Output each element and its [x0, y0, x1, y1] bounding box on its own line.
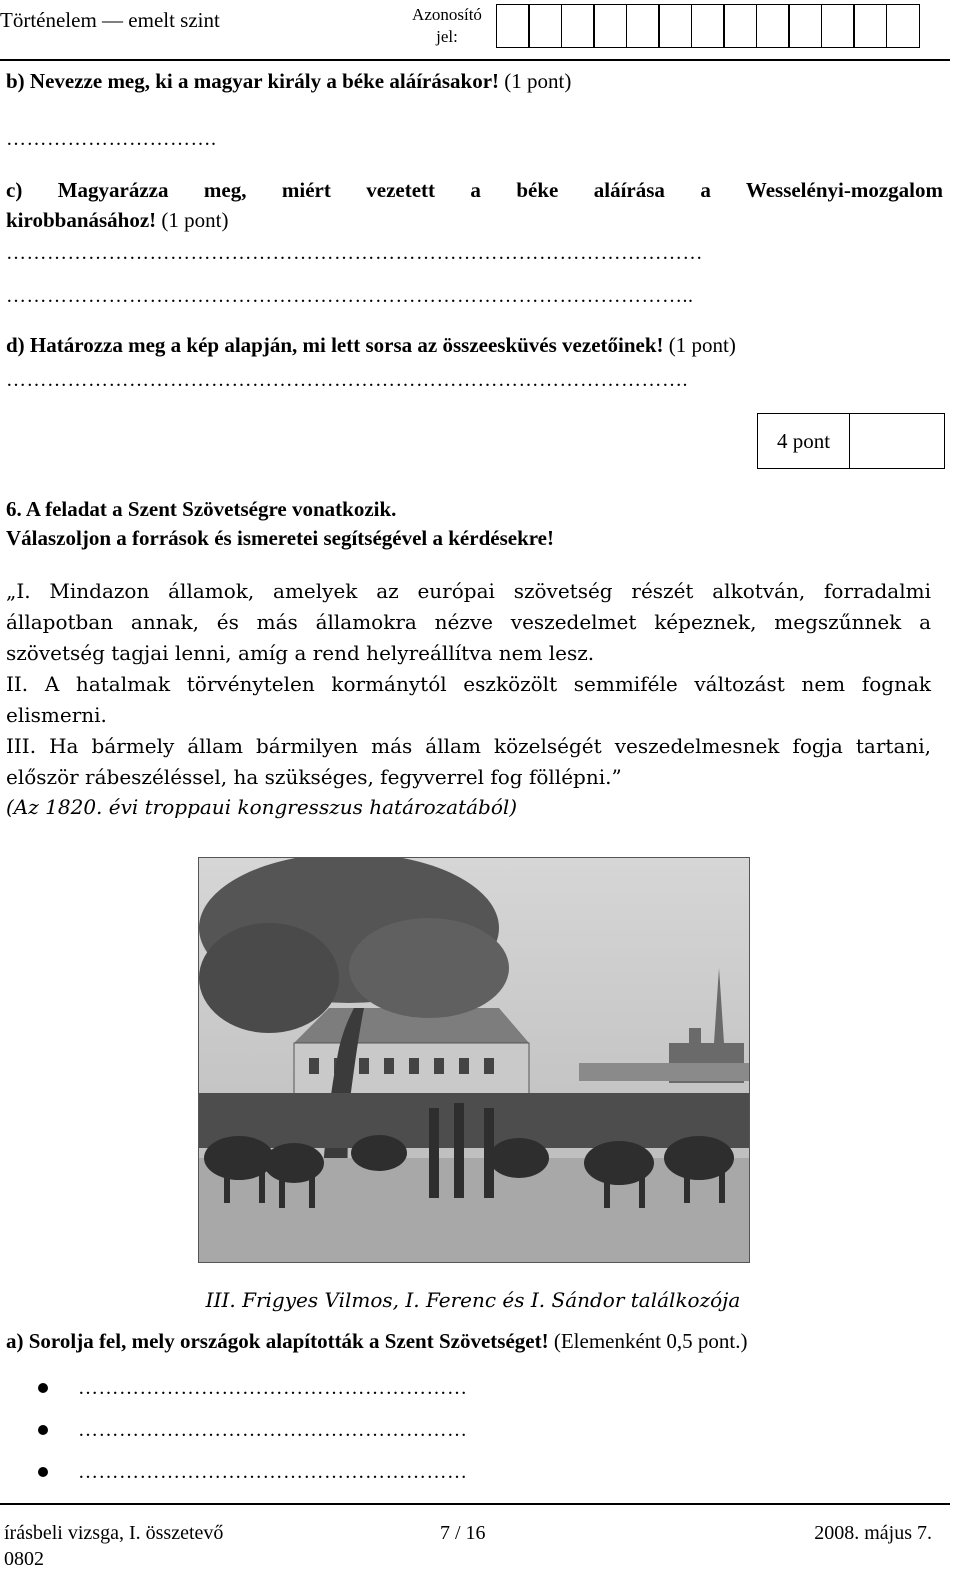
answer-line-6a-3[interactable]: …………………………………………………	[78, 1462, 468, 1482]
task-6-instruction: Válaszoljon a források és ismeretei segítségével a kérdésekre!	[6, 526, 554, 550]
id-label-line2: jel:	[436, 27, 458, 46]
question-5c-line1	[6, 176, 943, 204]
building	[294, 1008, 529, 1098]
bullet-1	[38, 1383, 48, 1393]
answer-line-6a-2[interactable]: …………………………………………………	[78, 1420, 468, 1440]
question-6a	[6, 1327, 747, 1355]
source-paragraph-1: „I. Mindazon államok, amelyek az európai szövetség részét alkotván, forradalmi állapotban annak, és más államokra nézve veszedelmet képeznek, megszűnnek a szövetség tagjai lenni, amíg a rend helyreállítva nem lesz.	[6, 579, 931, 665]
question-5c-text-line2: kirobbanásához!	[6, 208, 157, 232]
question-5b-text: b) Nevezze meg, ki a magyar király a béke aláírásakor!	[6, 69, 500, 93]
answer-line-5c-1[interactable]: …………………………………………………………………………………………	[6, 243, 703, 263]
footer-page-number: 7 / 16	[440, 1522, 486, 1544]
question-5d-points: (1 pont)	[663, 333, 736, 357]
points-score-cell[interactable]	[850, 413, 945, 469]
bullet-3	[38, 1467, 48, 1477]
id-box[interactable]	[626, 4, 660, 48]
id-label-line1: Azonosító	[412, 5, 482, 24]
question-5c-points: (1 pont)	[156, 208, 229, 232]
question-5b-points: (1 pont)	[499, 69, 572, 93]
question-5d	[6, 331, 736, 359]
id-box[interactable]	[528, 4, 562, 48]
header-title: Történelem — emelt szint	[0, 8, 220, 32]
bullet-2	[38, 1425, 48, 1435]
footer-divider	[0, 1503, 950, 1505]
question-5d-text: d) Határozza meg a kép alapján, mi lett sorsa az összeesküvés vezetőinek!	[6, 333, 664, 357]
id-box[interactable]	[658, 4, 692, 48]
historical-illustration	[198, 857, 750, 1263]
id-box[interactable]	[691, 4, 725, 48]
footer-date: 2008. május 7.	[814, 1522, 932, 1544]
id-boxes	[497, 4, 920, 48]
id-box[interactable]	[853, 4, 887, 48]
bridge	[579, 1063, 749, 1081]
source-citation: (Az 1820. évi troppaui kongresszus határozatából)	[6, 795, 518, 819]
answer-line-5d[interactable]: ……………………………………………………………………………………….	[6, 370, 688, 390]
answer-line-6a-1[interactable]: …………………………………………………	[78, 1378, 468, 1398]
id-box[interactable]	[496, 4, 530, 48]
question-6a-text: a) Sorolja fel, mely országok alapították a Szent Szövetséget!	[6, 1329, 549, 1353]
question-5b	[6, 67, 571, 95]
footer-exam-name: írásbeli vizsga, I. összetevő	[4, 1522, 224, 1544]
header-divider	[0, 59, 950, 61]
illustration-caption: III. Frigyes Vilmos, I. Ferenc és I. Sándor találkozója	[205, 1288, 741, 1312]
points-box	[757, 413, 945, 469]
id-box[interactable]	[886, 4, 920, 48]
illustration-scene	[199, 858, 749, 1262]
answer-line-5b[interactable]: ………………………….	[6, 129, 217, 149]
footer-exam-code: 0802	[4, 1548, 44, 1570]
id-box[interactable]	[821, 4, 855, 48]
id-box[interactable]	[561, 4, 595, 48]
id-box[interactable]	[593, 4, 627, 48]
question-5c-line2	[6, 206, 229, 234]
id-box[interactable]	[723, 4, 757, 48]
points-label: 4 pont	[757, 413, 850, 469]
question-5c-text-line1: c) Magyarázza meg, miért vezetett a béke aláírása a Wesselényi-mozgalom	[6, 178, 943, 202]
id-box[interactable]	[788, 4, 822, 48]
id-box[interactable]	[756, 4, 790, 48]
task-6-heading: 6. A feladat a Szent Szövetségre vonatkozik.	[6, 497, 397, 521]
id-label	[404, 4, 490, 48]
answer-line-5c-2[interactable]: ………………………………………………………………………………………..	[6, 286, 694, 306]
question-6a-points: (Elemenként 0,5 pont.)	[548, 1329, 748, 1353]
source-paragraph-3: III. Ha bármely állam bármilyen más állam közelségét veszedelmesnek fogja tartani, először rábeszéléssel, ha szükséges, fegyverrel fog föllépni.”	[6, 734, 931, 789]
source-paragraph-2: II. A hatalmak törvénytelen kormánytól eszközölt semmiféle változást nem fognak elismerni.	[6, 672, 931, 727]
